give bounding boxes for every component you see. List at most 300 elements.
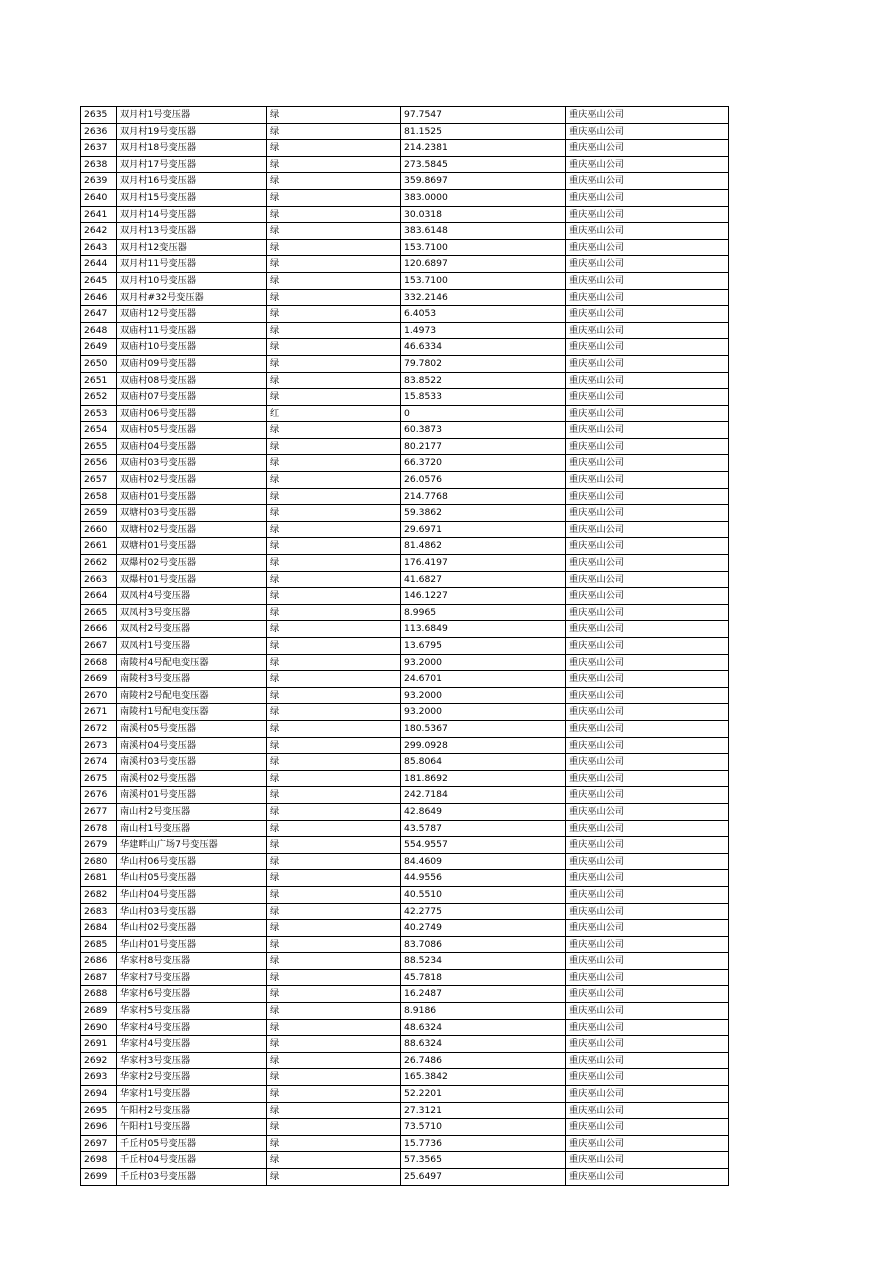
row-value-cell: 85.8064 <box>401 754 566 771</box>
row-org-cell: 重庆巫山公司 <box>566 621 729 638</box>
row-color-cell: 绿 <box>267 339 401 356</box>
row-id-cell: 2697 <box>81 1135 117 1152</box>
table-row <box>81 820 729 837</box>
row-value-cell: 332.2146 <box>401 289 566 306</box>
row-value-cell: 181.8692 <box>401 770 566 787</box>
row-id-cell: 2671 <box>81 704 117 721</box>
table-row <box>81 272 729 289</box>
row-color-cell: 绿 <box>267 654 401 671</box>
row-color-cell: 绿 <box>267 986 401 1003</box>
row-id-cell: 2645 <box>81 272 117 289</box>
row-name-cell: 双月村#32号变压器 <box>117 289 267 306</box>
row-org-cell: 重庆巫山公司 <box>566 156 729 173</box>
row-color-cell: 绿 <box>267 123 401 140</box>
table-row <box>81 555 729 572</box>
table-row <box>81 1152 729 1169</box>
row-color-cell: 绿 <box>267 438 401 455</box>
row-value-cell: 359.8697 <box>401 173 566 190</box>
row-name-cell: 双塘村01号变压器 <box>117 538 267 555</box>
row-name-cell: 南溪村05号变压器 <box>117 720 267 737</box>
table-row <box>81 156 729 173</box>
row-value-cell: 73.5710 <box>401 1119 566 1136</box>
row-org-cell: 重庆巫山公司 <box>566 638 729 655</box>
table-row <box>81 140 729 157</box>
row-id-cell: 2651 <box>81 372 117 389</box>
row-org-cell: 重庆巫山公司 <box>566 488 729 505</box>
row-color-cell: 绿 <box>267 505 401 522</box>
row-color-cell: 绿 <box>267 704 401 721</box>
row-color-cell: 绿 <box>267 770 401 787</box>
row-name-cell: 千丘村05号变压器 <box>117 1135 267 1152</box>
table-row <box>81 920 729 937</box>
row-value-cell: 81.4862 <box>401 538 566 555</box>
row-org-cell: 重庆巫山公司 <box>566 206 729 223</box>
row-color-cell: 绿 <box>267 571 401 588</box>
table-row <box>81 1019 729 1036</box>
row-id-cell: 2699 <box>81 1169 117 1186</box>
row-org-cell: 重庆巫山公司 <box>566 389 729 406</box>
row-value-cell: 44.9556 <box>401 870 566 887</box>
row-value-cell: 59.3862 <box>401 505 566 522</box>
table-row <box>81 1052 729 1069</box>
table-row <box>81 455 729 472</box>
row-id-cell: 2640 <box>81 189 117 206</box>
row-name-cell: 华家村3号变压器 <box>117 1052 267 1069</box>
row-org-cell: 重庆巫山公司 <box>566 903 729 920</box>
row-name-cell: 双庙村07号变压器 <box>117 389 267 406</box>
row-name-cell: 双庙村06号变压器 <box>117 405 267 422</box>
row-name-cell: 双庙村01号变压器 <box>117 488 267 505</box>
table-row <box>81 438 729 455</box>
row-org-cell: 重庆巫山公司 <box>566 1019 729 1036</box>
row-value-cell: 6.4053 <box>401 306 566 323</box>
row-org-cell: 重庆巫山公司 <box>566 521 729 538</box>
table-row <box>81 505 729 522</box>
row-org-cell: 重庆巫山公司 <box>566 1119 729 1136</box>
row-value-cell: 26.7486 <box>401 1052 566 1069</box>
row-color-cell: 绿 <box>267 1069 401 1086</box>
row-color-cell: 绿 <box>267 936 401 953</box>
row-id-cell: 2635 <box>81 107 117 124</box>
table-row <box>81 306 729 323</box>
table-row <box>81 936 729 953</box>
row-id-cell: 2653 <box>81 405 117 422</box>
table-row <box>81 588 729 605</box>
row-org-cell: 重庆巫山公司 <box>566 306 729 323</box>
row-id-cell: 2666 <box>81 621 117 638</box>
row-id-cell: 2637 <box>81 140 117 157</box>
row-value-cell: 383.6148 <box>401 223 566 240</box>
row-id-cell: 2698 <box>81 1152 117 1169</box>
row-color-cell: 绿 <box>267 1019 401 1036</box>
row-value-cell: 214.7768 <box>401 488 566 505</box>
row-color-cell: 绿 <box>267 903 401 920</box>
row-value-cell: 26.0576 <box>401 472 566 489</box>
row-id-cell: 2667 <box>81 638 117 655</box>
row-color-cell: 绿 <box>267 1152 401 1169</box>
row-id-cell: 2674 <box>81 754 117 771</box>
table-row <box>81 422 729 439</box>
table-row <box>81 953 729 970</box>
row-value-cell: 43.5787 <box>401 820 566 837</box>
row-color-cell: 绿 <box>267 107 401 124</box>
table-row <box>81 372 729 389</box>
row-id-cell: 2638 <box>81 156 117 173</box>
row-id-cell: 2694 <box>81 1086 117 1103</box>
row-org-cell: 重庆巫山公司 <box>566 123 729 140</box>
table-row <box>81 986 729 1003</box>
table-row <box>81 604 729 621</box>
row-color-cell: 绿 <box>267 671 401 688</box>
row-color-cell: 绿 <box>267 820 401 837</box>
row-org-cell: 重庆巫山公司 <box>566 256 729 273</box>
row-name-cell: 双庙村02号变压器 <box>117 472 267 489</box>
table-row <box>81 1086 729 1103</box>
row-id-cell: 2647 <box>81 306 117 323</box>
row-color-cell: 绿 <box>267 1036 401 1053</box>
row-color-cell: 绿 <box>267 754 401 771</box>
row-id-cell: 2642 <box>81 223 117 240</box>
row-id-cell: 2695 <box>81 1102 117 1119</box>
row-org-cell: 重庆巫山公司 <box>566 737 729 754</box>
row-org-cell: 重庆巫山公司 <box>566 654 729 671</box>
row-value-cell: 81.1525 <box>401 123 566 140</box>
row-value-cell: 15.7736 <box>401 1135 566 1152</box>
row-id-cell: 2687 <box>81 969 117 986</box>
row-org-cell: 重庆巫山公司 <box>566 886 729 903</box>
row-value-cell: 214.2381 <box>401 140 566 157</box>
row-value-cell: 84.4609 <box>401 853 566 870</box>
data-sheet <box>80 106 728 1186</box>
row-id-cell: 2685 <box>81 936 117 953</box>
table-row <box>81 123 729 140</box>
row-name-cell: 双庙村08号变压器 <box>117 372 267 389</box>
row-value-cell: 180.5367 <box>401 720 566 737</box>
row-name-cell: 千丘村04号变压器 <box>117 1152 267 1169</box>
row-value-cell: 176.4197 <box>401 555 566 572</box>
row-name-cell: 双凤村1号变压器 <box>117 638 267 655</box>
row-id-cell: 2690 <box>81 1019 117 1036</box>
row-name-cell: 南陵村1号配电变压器 <box>117 704 267 721</box>
row-name-cell: 华家村2号变压器 <box>117 1069 267 1086</box>
table-row <box>81 704 729 721</box>
row-id-cell: 2672 <box>81 720 117 737</box>
row-name-cell: 双月村10号变压器 <box>117 272 267 289</box>
row-value-cell: 88.5234 <box>401 953 566 970</box>
row-id-cell: 2654 <box>81 422 117 439</box>
row-name-cell: 华家村6号变压器 <box>117 986 267 1003</box>
row-value-cell: 42.8649 <box>401 803 566 820</box>
row-name-cell: 南山村2号变压器 <box>117 803 267 820</box>
row-id-cell: 2689 <box>81 1003 117 1020</box>
row-value-cell: 120.6897 <box>401 256 566 273</box>
row-name-cell: 华建畔山广场7号变压器 <box>117 837 267 854</box>
row-name-cell: 千丘村03号变压器 <box>117 1169 267 1186</box>
row-value-cell: 45.7818 <box>401 969 566 986</box>
row-org-cell: 重庆巫山公司 <box>566 720 729 737</box>
table-row <box>81 1036 729 1053</box>
table-row <box>81 339 729 356</box>
row-name-cell: 华家村5号变压器 <box>117 1003 267 1020</box>
row-org-cell: 重庆巫山公司 <box>566 1069 729 1086</box>
row-value-cell: 60.3873 <box>401 422 566 439</box>
row-color-cell: 绿 <box>267 803 401 820</box>
table-row <box>81 853 729 870</box>
row-name-cell: 双庙村10号变压器 <box>117 339 267 356</box>
row-name-cell: 南溪村01号变压器 <box>117 787 267 804</box>
row-color-cell: 绿 <box>267 472 401 489</box>
row-id-cell: 2657 <box>81 472 117 489</box>
row-color-cell: 绿 <box>267 1003 401 1020</box>
row-name-cell: 午阳村2号变压器 <box>117 1102 267 1119</box>
row-name-cell: 午阳村1号变压器 <box>117 1119 267 1136</box>
row-org-cell: 重庆巫山公司 <box>566 339 729 356</box>
row-name-cell: 南陵村2号配电变压器 <box>117 687 267 704</box>
row-org-cell: 重庆巫山公司 <box>566 140 729 157</box>
row-color-cell: 绿 <box>267 687 401 704</box>
table-row <box>81 638 729 655</box>
row-org-cell: 重庆巫山公司 <box>566 754 729 771</box>
row-org-cell: 重庆巫山公司 <box>566 355 729 372</box>
row-id-cell: 2681 <box>81 870 117 887</box>
row-id-cell: 2683 <box>81 903 117 920</box>
table-row <box>81 256 729 273</box>
row-id-cell: 2668 <box>81 654 117 671</box>
row-id-cell: 2648 <box>81 322 117 339</box>
row-name-cell: 华家村4号变压器 <box>117 1036 267 1053</box>
row-id-cell: 2684 <box>81 920 117 937</box>
row-color-cell: 绿 <box>267 306 401 323</box>
row-org-cell: 重庆巫山公司 <box>566 820 729 837</box>
table-row <box>81 654 729 671</box>
row-color-cell: 绿 <box>267 322 401 339</box>
table-row <box>81 1069 729 1086</box>
row-org-cell: 重庆巫山公司 <box>566 555 729 572</box>
row-name-cell: 双月村1号变压器 <box>117 107 267 124</box>
row-id-cell: 2656 <box>81 455 117 472</box>
row-color-cell: 绿 <box>267 1086 401 1103</box>
row-value-cell: 52.2201 <box>401 1086 566 1103</box>
row-color-cell: 绿 <box>267 1052 401 1069</box>
row-color-cell: 绿 <box>267 140 401 157</box>
row-org-cell: 重庆巫山公司 <box>566 787 729 804</box>
transformer-table <box>80 106 729 1186</box>
row-name-cell: 华山村05号变压器 <box>117 870 267 887</box>
row-color-cell: 绿 <box>267 837 401 854</box>
row-id-cell: 2658 <box>81 488 117 505</box>
row-name-cell: 南陵村4号配电变压器 <box>117 654 267 671</box>
row-id-cell: 2669 <box>81 671 117 688</box>
row-org-cell: 重庆巫山公司 <box>566 538 729 555</box>
row-org-cell: 重庆巫山公司 <box>566 223 729 240</box>
row-id-cell: 2692 <box>81 1052 117 1069</box>
row-id-cell: 2675 <box>81 770 117 787</box>
table-row <box>81 189 729 206</box>
row-value-cell: 40.2749 <box>401 920 566 937</box>
table-row <box>81 289 729 306</box>
row-color-cell: 绿 <box>267 1102 401 1119</box>
table-row <box>81 969 729 986</box>
row-color-cell: 绿 <box>267 737 401 754</box>
row-id-cell: 2662 <box>81 555 117 572</box>
row-name-cell: 双塘村02号变压器 <box>117 521 267 538</box>
row-color-cell: 绿 <box>267 256 401 273</box>
row-id-cell: 2639 <box>81 173 117 190</box>
row-org-cell: 重庆巫山公司 <box>566 438 729 455</box>
row-id-cell: 2643 <box>81 239 117 256</box>
row-org-cell: 重庆巫山公司 <box>566 1169 729 1186</box>
row-name-cell: 南溪村02号变压器 <box>117 770 267 787</box>
row-name-cell: 双庙村05号变压器 <box>117 422 267 439</box>
row-color-cell: 绿 <box>267 604 401 621</box>
row-value-cell: 42.2775 <box>401 903 566 920</box>
row-value-cell: 83.8522 <box>401 372 566 389</box>
row-value-cell: 0 <box>401 405 566 422</box>
row-id-cell: 2693 <box>81 1069 117 1086</box>
row-id-cell: 2677 <box>81 803 117 820</box>
table-row <box>81 870 729 887</box>
row-name-cell: 双月村16号变压器 <box>117 173 267 190</box>
row-org-cell: 重庆巫山公司 <box>566 322 729 339</box>
row-color-cell: 绿 <box>267 389 401 406</box>
row-color-cell: 绿 <box>267 886 401 903</box>
row-id-cell: 2661 <box>81 538 117 555</box>
table-row <box>81 621 729 638</box>
table-row <box>81 571 729 588</box>
row-id-cell: 2686 <box>81 953 117 970</box>
row-name-cell: 双凤村4号变压器 <box>117 588 267 605</box>
row-id-cell: 2691 <box>81 1036 117 1053</box>
row-id-cell: 2649 <box>81 339 117 356</box>
row-value-cell: 16.2487 <box>401 986 566 1003</box>
row-value-cell: 57.3565 <box>401 1152 566 1169</box>
row-value-cell: 8.9186 <box>401 1003 566 1020</box>
row-name-cell: 华山村02号变压器 <box>117 920 267 937</box>
row-org-cell: 重庆巫山公司 <box>566 1086 729 1103</box>
table-row <box>81 1119 729 1136</box>
row-color-cell: 绿 <box>267 488 401 505</box>
row-org-cell: 重庆巫山公司 <box>566 920 729 937</box>
row-color-cell: 绿 <box>267 621 401 638</box>
row-value-cell: 27.3121 <box>401 1102 566 1119</box>
row-org-cell: 重庆巫山公司 <box>566 704 729 721</box>
row-name-cell: 华家村1号变压器 <box>117 1086 267 1103</box>
row-name-cell: 南溪村03号变压器 <box>117 754 267 771</box>
table-row <box>81 107 729 124</box>
row-value-cell: 48.6324 <box>401 1019 566 1036</box>
row-name-cell: 双塘村03号变压器 <box>117 505 267 522</box>
table-row <box>81 173 729 190</box>
table-row <box>81 803 729 820</box>
row-id-cell: 2682 <box>81 886 117 903</box>
row-value-cell: 383.0000 <box>401 189 566 206</box>
row-value-cell: 97.7547 <box>401 107 566 124</box>
row-color-cell: 绿 <box>267 372 401 389</box>
row-name-cell: 双爆村02号变压器 <box>117 555 267 572</box>
row-value-cell: 79.7802 <box>401 355 566 372</box>
table-row <box>81 239 729 256</box>
table-row <box>81 1135 729 1152</box>
row-value-cell: 41.6827 <box>401 571 566 588</box>
row-name-cell: 双庙村03号变压器 <box>117 455 267 472</box>
row-id-cell: 2652 <box>81 389 117 406</box>
row-color-cell: 绿 <box>267 870 401 887</box>
row-org-cell: 重庆巫山公司 <box>566 1052 729 1069</box>
row-value-cell: 24.6701 <box>401 671 566 688</box>
row-color-cell: 绿 <box>267 953 401 970</box>
row-id-cell: 2665 <box>81 604 117 621</box>
row-name-cell: 华山村03号变压器 <box>117 903 267 920</box>
row-value-cell: 113.6849 <box>401 621 566 638</box>
row-color-cell: 红 <box>267 405 401 422</box>
row-name-cell: 双凤村3号变压器 <box>117 604 267 621</box>
row-org-cell: 重庆巫山公司 <box>566 189 729 206</box>
table-row <box>81 389 729 406</box>
row-org-cell: 重庆巫山公司 <box>566 1135 729 1152</box>
row-id-cell: 2646 <box>81 289 117 306</box>
row-org-cell: 重庆巫山公司 <box>566 173 729 190</box>
row-id-cell: 2650 <box>81 355 117 372</box>
table-row <box>81 1102 729 1119</box>
row-color-cell: 绿 <box>267 173 401 190</box>
table-row <box>81 787 729 804</box>
row-org-cell: 重庆巫山公司 <box>566 803 729 820</box>
row-name-cell: 双月村13号变压器 <box>117 223 267 240</box>
row-value-cell: 80.2177 <box>401 438 566 455</box>
row-color-cell: 绿 <box>267 156 401 173</box>
row-value-cell: 83.7086 <box>401 936 566 953</box>
row-id-cell: 2644 <box>81 256 117 273</box>
row-org-cell: 重庆巫山公司 <box>566 405 729 422</box>
row-value-cell: 146.1227 <box>401 588 566 605</box>
table-row <box>81 687 729 704</box>
row-org-cell: 重庆巫山公司 <box>566 687 729 704</box>
table-row <box>81 720 729 737</box>
row-value-cell: 46.6334 <box>401 339 566 356</box>
table-body <box>81 107 729 1186</box>
row-color-cell: 绿 <box>267 223 401 240</box>
row-color-cell: 绿 <box>267 555 401 572</box>
row-color-cell: 绿 <box>267 638 401 655</box>
table-row <box>81 223 729 240</box>
row-name-cell: 双月村12变压器 <box>117 239 267 256</box>
row-value-cell: 153.7100 <box>401 239 566 256</box>
row-name-cell: 华山村04号变压器 <box>117 886 267 903</box>
row-org-cell: 重庆巫山公司 <box>566 472 729 489</box>
row-color-cell: 绿 <box>267 455 401 472</box>
row-org-cell: 重庆巫山公司 <box>566 1102 729 1119</box>
row-id-cell: 2660 <box>81 521 117 538</box>
row-value-cell: 299.0928 <box>401 737 566 754</box>
row-value-cell: 30.0318 <box>401 206 566 223</box>
row-name-cell: 华家村8号变压器 <box>117 953 267 970</box>
row-value-cell: 8.9965 <box>401 604 566 621</box>
row-color-cell: 绿 <box>267 272 401 289</box>
row-name-cell: 南陵村3号变压器 <box>117 671 267 688</box>
row-name-cell: 双庙村12号变压器 <box>117 306 267 323</box>
row-org-cell: 重庆巫山公司 <box>566 588 729 605</box>
row-value-cell: 93.2000 <box>401 654 566 671</box>
row-id-cell: 2641 <box>81 206 117 223</box>
row-color-cell: 绿 <box>267 969 401 986</box>
row-value-cell: 88.6324 <box>401 1036 566 1053</box>
row-color-cell: 绿 <box>267 720 401 737</box>
row-org-cell: 重庆巫山公司 <box>566 1152 729 1169</box>
row-org-cell: 重庆巫山公司 <box>566 986 729 1003</box>
row-id-cell: 2678 <box>81 820 117 837</box>
row-color-cell: 绿 <box>267 1135 401 1152</box>
table-row <box>81 355 729 372</box>
